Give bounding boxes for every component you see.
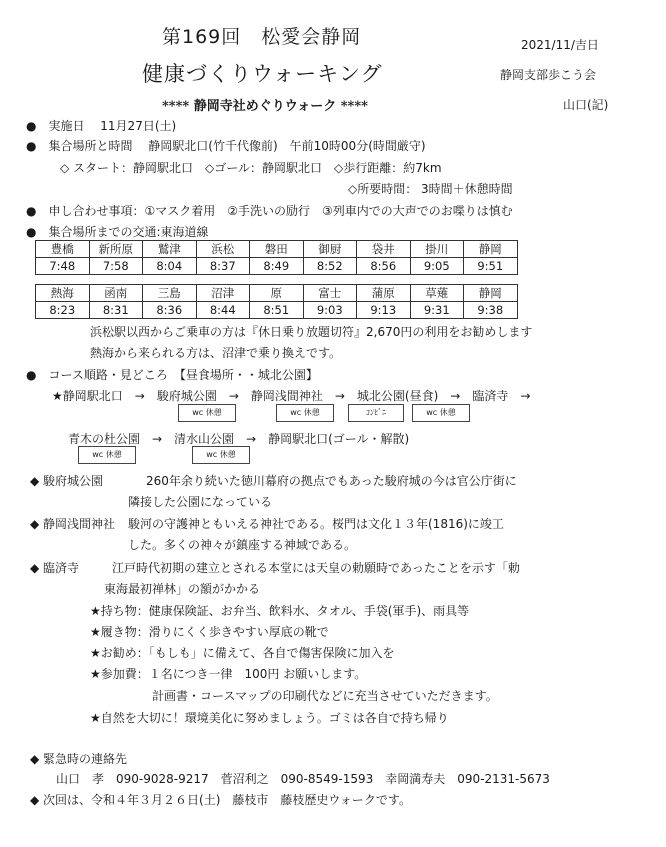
transport-line: ● 集合場所までの交通:東海道線 xyxy=(26,225,209,239)
time-row xyxy=(36,302,518,319)
time-cell: 7:58 xyxy=(89,258,143,275)
station-cell: 浜松 xyxy=(196,241,250,258)
time-cell: 8:56 xyxy=(357,258,411,275)
station-row xyxy=(36,285,518,302)
fee-usage-note: 計画書・コースマップの印刷代などに充当させていただきます。 xyxy=(152,689,498,703)
time-cell: 8:36 xyxy=(143,302,197,319)
station-cell: 静岡 xyxy=(464,285,518,302)
spot-rinzai-desc-2: 東海最初禅林」の額がかかる xyxy=(104,582,261,596)
time-cell: 9:31 xyxy=(410,302,464,319)
spot-sengen-name: ◆ 静岡浅間神社 xyxy=(30,517,116,531)
station-cell: 富士 xyxy=(303,285,357,302)
issue-date: 2021/11/吉日 xyxy=(521,38,599,52)
spot-rinzai-name: ◆ 臨済寺 xyxy=(30,561,80,575)
time-cell: 9:03 xyxy=(303,302,357,319)
next-event: ◆ 次回は、令和４年３月２６日(土) 藤枝市 藤枝歴史ウォークです。 xyxy=(30,793,411,807)
time-cell: 9:05 xyxy=(410,258,464,275)
transfer-note: 熱海から来られる方は、沼津で乗り換えです。 xyxy=(90,346,342,360)
date-line: ● 実施日 11月27日(土) xyxy=(26,119,177,133)
spot-sunpu-name: ◆ 駿府城公園 xyxy=(30,474,104,488)
course-route-2: 青木の杜公園 → 清水山公園 → 静岡駅北口(ゴール・解散) xyxy=(68,432,410,446)
station-cell: 原 xyxy=(250,285,304,302)
participation-fee: ★参加費：１名につき一律 100円 お願いします。 xyxy=(90,667,367,681)
station-cell: 磐田 xyxy=(250,241,304,258)
station-cell: 新所原 xyxy=(89,241,143,258)
title-line-1: 第169回 松愛会静岡 xyxy=(162,26,362,48)
time-cell: 7:48 xyxy=(36,258,90,275)
station-cell: 静岡 xyxy=(464,241,518,258)
duration-line: ◇所要時間： 3時間＋休憩時間 xyxy=(348,182,513,196)
station-cell: 蒲原 xyxy=(357,285,411,302)
convenience-store-box: ｺﾝﾋﾞﾆ xyxy=(348,404,404,422)
time-cell: 9:51 xyxy=(464,258,518,275)
organizer: 静岡支部歩こう会 xyxy=(500,68,597,82)
author: 山口(記) xyxy=(563,98,609,112)
time-cell: 8:51 xyxy=(250,302,304,319)
insurance-advice: ★お勧め：「もしも」に備えて、各自で傷害保険に加入を xyxy=(90,646,395,660)
title-line-2: 健康づくりウォーキング xyxy=(142,62,383,86)
nature-note: ★自然を大切に！環境美化に努めましょう。ゴミは各自で持ち帰り xyxy=(90,711,449,725)
time-cell: 8:23 xyxy=(36,302,90,319)
course-heading: ● コース順路・見どころ 【昼食場所・・城北公園】 xyxy=(26,368,318,382)
time-cell: 9:38 xyxy=(464,302,518,319)
timetable-tokaido-west xyxy=(35,240,518,275)
station-cell: 掛川 xyxy=(410,241,464,258)
timetable-tokaido-east xyxy=(35,284,518,319)
station-cell: 沼津 xyxy=(196,285,250,302)
station-cell: 草薙 xyxy=(410,285,464,302)
emergency-contacts: 山口 孝 090-9028-9217 菅沼利之 090-8549-1593 幸岡満寿夫 090-2131-5673 xyxy=(56,772,550,786)
bring-items: ★持ち物：健康保険証、お弁当、飲料水、タオル、手袋(軍手)、雨具等 xyxy=(90,604,470,618)
ticket-note: 浜松駅以西からご乗車の方は『休日乗り放題切符』2,670円の利用をお勧めします xyxy=(90,325,533,339)
course-route-1: ★静岡駅北口 → 駿府城公園 → 静岡浅間神社 → 城北公園(昼食) → 臨済寺 → xyxy=(52,389,531,403)
start-goal-line: ◇ スタート：静岡駅北口 ◇ゴール：静岡駅北口 ◇歩行距離：約7km xyxy=(60,161,442,175)
wc-break-box: wc 休憩 xyxy=(78,446,136,464)
station-cell: 御厨 xyxy=(303,241,357,258)
spot-sengen-desc: 駿河の守護神ともいえる神社である。桜門は文化１３年(1816)に竣工 xyxy=(128,517,504,531)
station-cell: 豊橋 xyxy=(36,241,90,258)
time-cell: 9:13 xyxy=(357,302,411,319)
time-cell: 8:37 xyxy=(196,258,250,275)
time-cell: 8:52 xyxy=(303,258,357,275)
station-cell: 函南 xyxy=(89,285,143,302)
time-cell: 8:04 xyxy=(143,258,197,275)
station-cell: 熱海 xyxy=(36,285,90,302)
rules-line: ● 申し合わせ事項：①マスク着用 ②手洗いの励行 ③列車内での大声でのお喋りは慎む xyxy=(26,204,513,218)
footwear: ★履き物：滑りにくく歩きやすい厚底の靴で xyxy=(90,625,329,639)
time-row xyxy=(36,258,518,275)
station-cell: 鷲津 xyxy=(143,241,197,258)
spot-rinzai-desc: 江戸時代初期の建立とされる本堂には天皇の勅願時であったことを示す「勅 xyxy=(112,561,520,575)
time-cell: 8:49 xyxy=(250,258,304,275)
time-cell: 8:31 xyxy=(89,302,143,319)
spot-sunpu-desc: 260年余り続いた徳川幕府の拠点でもあった駿府城の今は官公庁街に xyxy=(146,474,517,488)
spot-sengen-desc-2: した。多くの神々が鎮座する神域である。 xyxy=(128,538,357,552)
station-row xyxy=(36,241,518,258)
station-cell: 袋井 xyxy=(357,241,411,258)
wc-break-box: wc 休憩 xyxy=(276,404,334,422)
emergency-heading: ◆ 緊急時の連絡先 xyxy=(30,752,128,766)
wc-break-box: wc 休憩 xyxy=(178,404,236,422)
wc-break-box: wc 休憩 xyxy=(412,404,470,422)
spot-sunpu-desc-2: 隣接した公園になっている xyxy=(128,495,273,509)
time-cell: 8:44 xyxy=(196,302,250,319)
subtitle: **** 静岡寺社めぐりウォーク **** xyxy=(162,99,368,114)
station-cell: 三島 xyxy=(143,285,197,302)
wc-break-box: wc 休憩 xyxy=(192,446,250,464)
meeting-line: ● 集合場所と時間 静岡駅北口(竹千代像前) 午前10時00分(時間厳守) xyxy=(26,139,426,153)
